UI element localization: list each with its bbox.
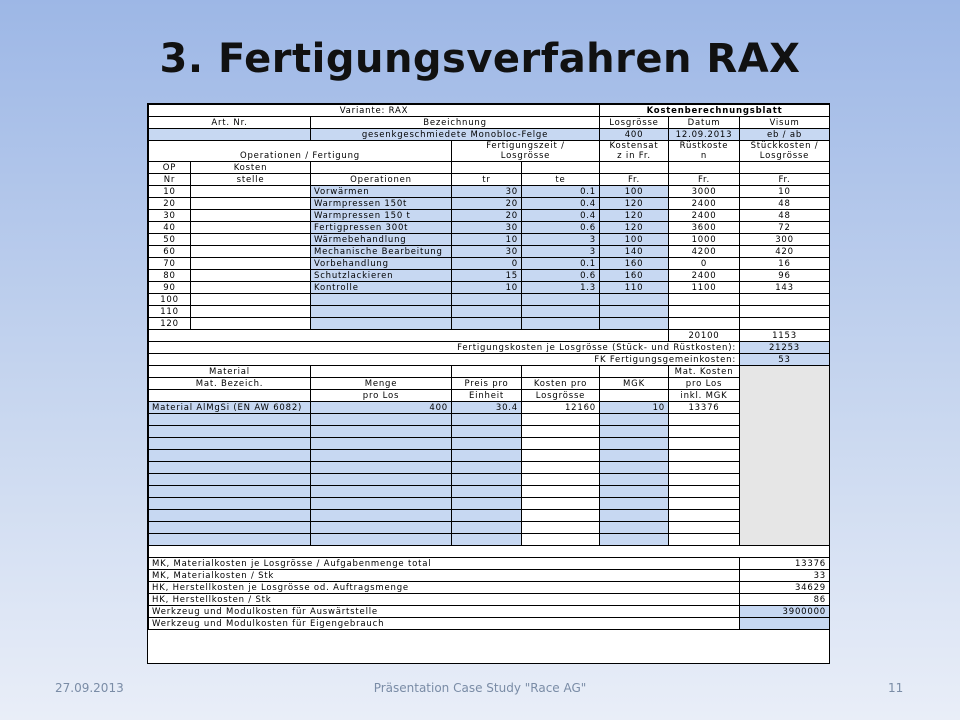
mat-menge[interactable] (311, 438, 452, 450)
op-kostensatz[interactable]: 120 (600, 222, 669, 234)
mat-mgk[interactable] (600, 438, 669, 450)
mat-kosten (522, 522, 600, 534)
mat-total (669, 462, 740, 474)
op-kostenstelle[interactable] (191, 246, 311, 258)
op-nr: 20 (149, 198, 191, 210)
fertigungszeit-line1: Fertigungszeit / (486, 141, 565, 151)
summary-row (149, 582, 830, 594)
op-tr[interactable]: 30 (452, 186, 522, 198)
mat-menge[interactable]: 400 (311, 402, 452, 414)
op-nr: 70 (149, 258, 191, 270)
mh-blank (600, 390, 669, 402)
summary-row (149, 618, 830, 630)
op-nr: 60 (149, 246, 191, 258)
summary-label: Werkzeug und Modulkosten für Eigengebrauch (149, 618, 740, 630)
op-stueckkosten (740, 294, 830, 306)
op-stueckkosten: 143 (740, 282, 830, 294)
mat-menge[interactable] (311, 474, 452, 486)
visum-value[interactable]: eb / ab (740, 129, 830, 141)
op-nr: 10 (149, 186, 191, 198)
menge-header: Menge (311, 378, 452, 390)
mh-blank (600, 366, 669, 378)
mat-mgk[interactable] (600, 486, 669, 498)
op-te[interactable]: 0.6 (522, 222, 600, 234)
datum-header: Datum (669, 117, 740, 129)
nr-header: Nr (149, 174, 191, 186)
op-header: OP (149, 162, 191, 174)
op-name[interactable] (311, 294, 452, 306)
fk-gemeinkosten-label: FK Fertigungsgemeinkosten: (149, 354, 740, 366)
material-row (149, 534, 830, 546)
operation-row (149, 282, 830, 294)
op-tr[interactable]: 15 (452, 270, 522, 282)
mat-mgk[interactable] (600, 534, 669, 546)
footer-page-number: 11 (888, 681, 904, 695)
summary-value: 86 (740, 594, 830, 606)
op-te[interactable]: 0.4 (522, 210, 600, 222)
material-header: Material (149, 366, 311, 378)
fr-header-rk: Fr. (669, 174, 740, 186)
kostensatz-line1: Kostensat (609, 141, 659, 151)
op-kostensatz[interactable]: 160 (600, 270, 669, 282)
kosten-pro-header: Kosten pro (522, 378, 600, 390)
op-name[interactable]: Fertigpressen 300t (311, 222, 452, 234)
mat-menge[interactable] (311, 510, 452, 522)
mat-mgk[interactable] (600, 522, 669, 534)
variante-label: Variante: RAX (149, 105, 600, 117)
mat-preis[interactable] (452, 522, 522, 534)
summary-label: Werkzeug und Modulkosten für Auswärtstelle (149, 606, 740, 618)
op-nr: 120 (149, 318, 191, 330)
mat-preis[interactable] (452, 438, 522, 450)
op-kostensatz[interactable]: 110 (600, 282, 669, 294)
mat-kosten (522, 450, 600, 462)
fk-gemeinkosten-value[interactable]: 53 (740, 354, 830, 366)
material-row (149, 450, 830, 462)
mat-preis[interactable] (452, 534, 522, 546)
mat-total (669, 474, 740, 486)
mat-bezeichnung[interactable] (149, 438, 311, 450)
mat-mgk[interactable] (600, 462, 669, 474)
mat-total (669, 486, 740, 498)
op-kostenstelle[interactable] (191, 210, 311, 222)
mat-total (669, 414, 740, 426)
op-name[interactable]: Wärmebehandlung (311, 234, 452, 246)
losgroesse-mat-header: Losgrösse (522, 390, 600, 402)
mat-kosten (522, 534, 600, 546)
op-stueckkosten: 72 (740, 222, 830, 234)
fr-header-ks: Fr. (600, 174, 669, 186)
op-te[interactable]: 0.4 (522, 198, 600, 210)
op-kostenstelle[interactable] (191, 294, 311, 306)
mat-total (669, 522, 740, 534)
op-ruestkosten: 3000 (669, 186, 740, 198)
op-nr: 30 (149, 210, 191, 222)
op-nr: 50 (149, 234, 191, 246)
op-te[interactable] (522, 318, 600, 330)
op-kostensatz[interactable]: 120 (600, 210, 669, 222)
op-ruestkosten: 3600 (669, 222, 740, 234)
op-kostenstelle[interactable] (191, 234, 311, 246)
op-name[interactable]: Warmpressen 150t (311, 198, 452, 210)
op-ruestkosten: 1000 (669, 234, 740, 246)
mat-kosten (522, 498, 600, 510)
op-kostenstelle[interactable] (191, 270, 311, 282)
material-row (149, 414, 830, 426)
mat-mgk[interactable]: 10 (600, 402, 669, 414)
tr-header: tr (452, 174, 522, 186)
op-name[interactable] (311, 306, 452, 318)
op-kostenstelle[interactable] (191, 186, 311, 198)
mat-total (669, 498, 740, 510)
mat-mgk[interactable] (600, 510, 669, 522)
mat-total: 13376 (669, 402, 740, 414)
fr-header-sk: Fr. (740, 174, 830, 186)
summary-row (149, 606, 830, 618)
summary-value: 33 (740, 570, 830, 582)
mgk-header: MGK (600, 378, 669, 390)
inkl-mgk-header: inkl. MGK (669, 390, 740, 402)
summary-row (149, 558, 830, 570)
mat-preis[interactable] (452, 510, 522, 522)
op-nr: 100 (149, 294, 191, 306)
summary-label: MK, Materialkosten / Stk (149, 570, 740, 582)
datum-value[interactable]: 12.09.2013 (669, 129, 740, 141)
mat-kosten (522, 474, 600, 486)
mat-kosten (522, 510, 600, 522)
kostenberechnungsblatt (147, 103, 830, 664)
material-row (149, 522, 830, 534)
kostensatz-header (600, 141, 669, 162)
operation-row (149, 210, 830, 222)
op-kostenstelle[interactable] (191, 258, 311, 270)
mat-bezeichnung[interactable] (149, 414, 311, 426)
kostensatz-line2: z in Fr. (617, 151, 651, 161)
summary-label: HK, Herstellkosten je Losgrösse od. Auftragsmenge (149, 582, 740, 594)
mat-bezeichnung[interactable] (149, 522, 311, 534)
op-ruestkosten (669, 318, 740, 330)
fertigungskosten-label: Fertigungskosten je Losgrösse (Stück- und Rüstkosten): (149, 342, 740, 354)
mat-menge[interactable] (311, 426, 452, 438)
mat-menge[interactable] (311, 522, 452, 534)
op-stueckkosten: 16 (740, 258, 830, 270)
mat-kosten (522, 414, 600, 426)
op-tr[interactable]: 30 (452, 246, 522, 258)
op-te[interactable] (522, 294, 600, 306)
mat-total (669, 450, 740, 462)
bezeichnung-value[interactable]: gesenkgeschmiedete Monobloc-Felge (311, 129, 600, 141)
mat-bezeichnung[interactable] (149, 462, 311, 474)
mat-preis[interactable] (452, 474, 522, 486)
art-nr-value[interactable] (149, 129, 311, 141)
stelle-header: stelle (191, 174, 311, 186)
material-row (149, 402, 830, 414)
bezeichnung-header: Bezeichnung (311, 117, 600, 129)
material-row (149, 498, 830, 510)
mat-kosten (522, 426, 600, 438)
mat-menge[interactable] (311, 414, 452, 426)
op-stueckkosten: 420 (740, 246, 830, 258)
op-ruestkosten: 0 (669, 258, 740, 270)
op-kostensatz[interactable]: 100 (600, 234, 669, 246)
totals-spacer (149, 330, 669, 342)
operationen-header: Operationen (311, 174, 452, 186)
mh-blank (311, 366, 452, 378)
mh-blank (452, 366, 522, 378)
op-stueckkosten: 96 (740, 270, 830, 282)
mat-bezeichnung[interactable] (149, 486, 311, 498)
op-te[interactable]: 0.6 (522, 270, 600, 282)
mat-bezeichnung[interactable]: Material AlMgSi (EN AW 6082) (149, 402, 311, 414)
op-stueckkosten (740, 306, 830, 318)
op-te[interactable]: 1.3 (522, 282, 600, 294)
fertigungszeit-header (452, 141, 600, 162)
stueckkosten-total: 1153 (740, 330, 830, 342)
ruestkosten-total: 20100 (669, 330, 740, 342)
operation-row (149, 306, 830, 318)
mh-blank (149, 390, 311, 402)
stueckkosten-header (740, 141, 830, 162)
op-nr: 40 (149, 222, 191, 234)
pro-los-menge-header: pro Los (311, 390, 452, 402)
op-name[interactable]: Vorwärmen (311, 186, 452, 198)
mat-mgk[interactable] (600, 414, 669, 426)
mat-preis[interactable] (452, 498, 522, 510)
summary-value: 13376 (740, 558, 830, 570)
op-nr: 80 (149, 270, 191, 282)
pro-los-header: pro Los (669, 378, 740, 390)
operation-row (149, 186, 830, 198)
op-ruestkosten: 4200 (669, 246, 740, 258)
ruestkosten-header (669, 141, 740, 162)
op-stueckkosten: 10 (740, 186, 830, 198)
op-tr[interactable] (452, 306, 522, 318)
mat-preis[interactable] (452, 426, 522, 438)
summary-value[interactable]: 3900000 (740, 606, 830, 618)
op-kostensatz[interactable]: 160 (600, 258, 669, 270)
summary-row (149, 594, 830, 606)
op-te[interactable]: 0.1 (522, 186, 600, 198)
operation-row (149, 318, 830, 330)
mat-total (669, 510, 740, 522)
mat-bezeichnung[interactable] (149, 510, 311, 522)
op-kostensatz[interactable]: 120 (600, 198, 669, 210)
slide-title: 3. Fertigungsverfahren RAX (159, 36, 801, 82)
mat-bezeich-header: Mat. Bezeich. (149, 378, 311, 390)
op-nr: 110 (149, 306, 191, 318)
mat-bezeichnung[interactable] (149, 498, 311, 510)
visum-header: Visum (740, 117, 830, 129)
mat-kosten-header: Mat. Kosten (669, 366, 740, 378)
op-kostenstelle[interactable] (191, 318, 311, 330)
mat-menge[interactable] (311, 498, 452, 510)
mat-mgk[interactable] (600, 498, 669, 510)
mat-kosten (522, 462, 600, 474)
op-kostenstelle[interactable] (191, 222, 311, 234)
op-tr[interactable]: 20 (452, 210, 522, 222)
mat-bezeichnung[interactable] (149, 534, 311, 546)
material-row (149, 462, 830, 474)
mat-total (669, 534, 740, 546)
spacer-row (149, 546, 830, 558)
mat-bezeichnung[interactable] (149, 426, 311, 438)
op-ruestkosten (669, 306, 740, 318)
op-kostenstelle[interactable] (191, 306, 311, 318)
material-row (149, 438, 830, 450)
op-nr: 90 (149, 282, 191, 294)
mat-mgk[interactable] (600, 426, 669, 438)
op-name[interactable]: Vorbehandlung (311, 258, 452, 270)
summary-value: 34629 (740, 582, 830, 594)
op-kostensatz[interactable] (600, 294, 669, 306)
stueckkosten-line2: Losgrösse (759, 151, 810, 161)
operation-row (149, 258, 830, 270)
footer-title: Präsentation Case Study "Race AG" (373, 681, 587, 695)
mat-mgk[interactable] (600, 450, 669, 462)
summary-label: MK, Materialkosten je Losgrösse / Aufgabenmenge total (149, 558, 740, 570)
material-gray-block (740, 366, 830, 546)
kosten-header: Kosten (191, 162, 311, 174)
operation-row (149, 270, 830, 282)
stueckkosten-line1: Stückkosten / (750, 141, 819, 151)
operation-row (149, 246, 830, 258)
mh-blank (522, 366, 600, 378)
mat-total (669, 438, 740, 450)
mat-menge[interactable] (311, 534, 452, 546)
op-stueckkosten: 48 (740, 198, 830, 210)
material-row (149, 510, 830, 522)
op-te[interactable]: 3 (522, 234, 600, 246)
sheet-title: Kostenberechnungsblatt (600, 105, 830, 117)
mat-total (669, 426, 740, 438)
op-name[interactable]: Schutzlackieren (311, 270, 452, 282)
mat-bezeichnung[interactable] (149, 450, 311, 462)
op-tr[interactable] (452, 294, 522, 306)
op-name[interactable]: Warmpressen 150 t (311, 210, 452, 222)
mat-kosten (522, 486, 600, 498)
losgroesse-header: Losgrösse (600, 117, 669, 129)
fertigungskosten-value: 21253 (740, 342, 830, 354)
operation-row (149, 294, 830, 306)
op-ruestkosten: 2400 (669, 270, 740, 282)
op-stueckkosten (740, 318, 830, 330)
op-ruestkosten: 1100 (669, 282, 740, 294)
operation-row (149, 198, 830, 210)
op-name[interactable] (311, 318, 452, 330)
mat-preis[interactable] (452, 414, 522, 426)
material-row (149, 474, 830, 486)
op-tr[interactable]: 10 (452, 234, 522, 246)
summary-value[interactable] (740, 618, 830, 630)
op-kostensatz[interactable] (600, 318, 669, 330)
summary-label: HK, Herstellkosten / Stk (149, 594, 740, 606)
op-kostensatz[interactable] (600, 306, 669, 318)
op-ruestkosten: 2400 (669, 210, 740, 222)
op-tr[interactable]: 20 (452, 198, 522, 210)
losgroesse-value[interactable]: 400 (600, 129, 669, 141)
operation-row (149, 234, 830, 246)
einheit-header: Einheit (452, 390, 522, 402)
operationen-fertigung-header: Operationen / Fertigung (149, 141, 452, 162)
op-kostenstelle[interactable] (191, 282, 311, 294)
op-kostenstelle[interactable] (191, 198, 311, 210)
fertigungszeit-line2: Losgrösse (500, 151, 551, 161)
op-te[interactable] (522, 306, 600, 318)
ruestkosten-line2: n (700, 151, 708, 161)
op-tr[interactable]: 30 (452, 222, 522, 234)
op-tr[interactable] (452, 318, 522, 330)
op-te[interactable]: 3 (522, 246, 600, 258)
operation-row (149, 222, 830, 234)
op-te[interactable]: 0.1 (522, 258, 600, 270)
op-ruestkosten (669, 294, 740, 306)
mat-menge[interactable] (311, 486, 452, 498)
ruestkosten-line1: Rüstkoste (679, 141, 729, 151)
mat-preis[interactable] (452, 462, 522, 474)
mat-menge[interactable] (311, 462, 452, 474)
te-header: te (522, 174, 600, 186)
op-name[interactable]: Mechanische Bearbeitung (311, 246, 452, 258)
summary-row (149, 570, 830, 582)
mat-preis[interactable]: 30.4 (452, 402, 522, 414)
mat-preis[interactable] (452, 450, 522, 462)
mat-menge[interactable] (311, 450, 452, 462)
op-tr[interactable]: 10 (452, 282, 522, 294)
art-nr-header: Art. Nr. (149, 117, 311, 129)
op-stueckkosten: 48 (740, 210, 830, 222)
op-ruestkosten: 2400 (669, 198, 740, 210)
op-name[interactable]: Kontrolle (311, 282, 452, 294)
mat-preis[interactable] (452, 486, 522, 498)
cost-table (148, 104, 830, 630)
op-kostensatz[interactable]: 100 (600, 186, 669, 198)
op-kostensatz[interactable]: 140 (600, 246, 669, 258)
mat-bezeichnung[interactable] (149, 474, 311, 486)
preis-header: Preis pro (452, 378, 522, 390)
mat-mgk[interactable] (600, 474, 669, 486)
footer-date: 27.09.2013 (55, 681, 124, 695)
op-tr[interactable]: 0 (452, 258, 522, 270)
material-row (149, 426, 830, 438)
op-stueckkosten: 300 (740, 234, 830, 246)
mat-kosten (522, 438, 600, 450)
mat-kosten: 12160 (522, 402, 600, 414)
material-row (149, 486, 830, 498)
